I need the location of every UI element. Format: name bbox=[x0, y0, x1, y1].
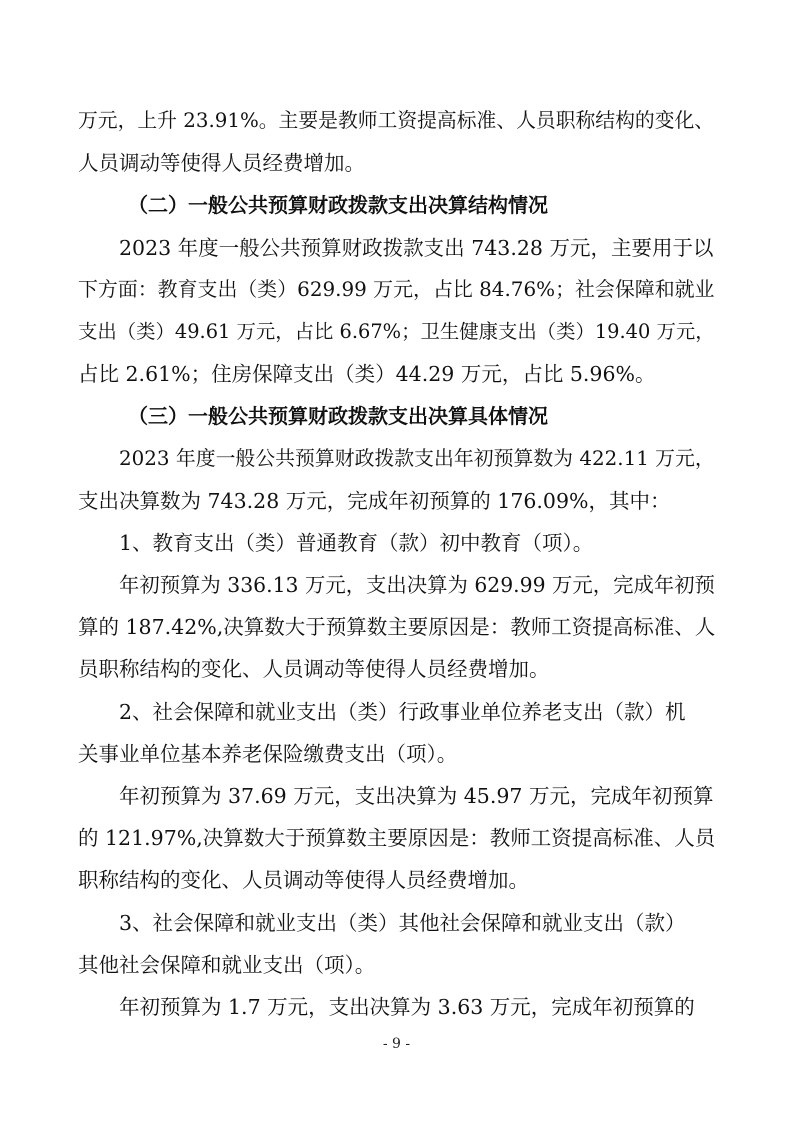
text-line: 3、社会保障和就业支出（类）其他社会保障和就业支出（款） bbox=[119, 910, 686, 935]
text-line: 关事业单位基本养老保险缴费支出（项）。 bbox=[78, 741, 458, 766]
text-line: 支出决算数为 743.28 万元，完成年初预算的 176.09%，其中： bbox=[78, 488, 671, 513]
text-line: 2023 年度一般公共预算财政拨款支出 743.28 万元，主要用于以 bbox=[119, 235, 714, 260]
text-line: 员职称结构的变化、人员调动等使得人员经费增加。 bbox=[78, 657, 550, 682]
text-line: 的 121.97%,决算数大于预算数主要原因是：教师工资提高标准、人员 bbox=[78, 826, 716, 851]
text-line: 职称结构的变化、人员调动等使得人员经费增加。 bbox=[78, 868, 529, 893]
text-line: 下方面：教育支出（类）629.99 万元，占比 84.76%；社会保障和就业 bbox=[78, 277, 715, 301]
document-body bbox=[78, 100, 718, 1028]
text-line: 年初预算为 1.7 万元，支出决算为 3.63 万元，完成年初预算的 bbox=[119, 994, 695, 1019]
text-line: 算的 187.42%,决算数大于预算数主要原因是：教师工资提高标准、人 bbox=[78, 615, 716, 640]
text-line: 占比 2.61%；住房保障支出（类）44.29 万元，占比 5.96%。 bbox=[78, 362, 656, 387]
text-line: 支出（类）49.61 万元，占比 6.67%；卫生健康支出（类）19.40 万元， bbox=[78, 319, 715, 343]
text-line: 年初预算为 37.69 万元，支出决算为 45.97 万元，完成年初预算 bbox=[119, 784, 714, 808]
text-line: 2、社会保障和就业支出（类）行政事业单位养老支出（款）机 bbox=[119, 699, 686, 724]
section-heading: （三）一般公共预算财政拨款支出决算具体情况 bbox=[128, 404, 548, 429]
section-heading: （二）一般公共预算财政拨款支出决算结构情况 bbox=[128, 193, 548, 218]
text-line: 1、教育支出（类）普通教育（款）初中教育（项）。 bbox=[119, 530, 594, 555]
text-line: 2023 年度一般公共预算财政拨款支出年初预算数为 422.11 万元， bbox=[119, 446, 715, 470]
text-line: 万元，上升 23.91%。主要是教师工资提高标准、人员职称结构的变化、 bbox=[78, 109, 715, 132]
text-line: 人员调动等使得人员经费增加。 bbox=[78, 151, 365, 176]
page-number: - 9 - bbox=[382, 1036, 411, 1052]
text-line: 其他社会保障和就业支出（项）。 bbox=[78, 952, 376, 977]
text-line: 年初预算为 336.13 万元，支出决算为 629.99 万元，完成年初预 bbox=[119, 573, 715, 598]
